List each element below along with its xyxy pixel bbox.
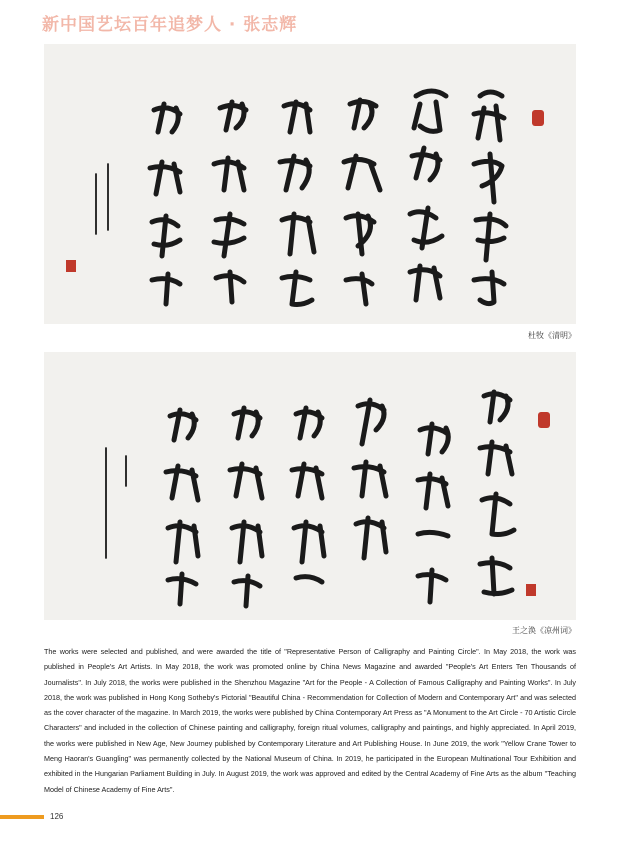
calligraphy-artwork-liangzhouci	[44, 352, 576, 620]
brush-strokes-image	[44, 352, 576, 620]
artwork-caption: 杜牧《清明》	[528, 331, 576, 340]
body-paragraph: The works were selected and published, and were awarded the title of "Representative Person of Calligraphy and Painting Circle". In May 2018, the work was published in People's Art Artists. In May 2018, the work was promoted online by China News Magazine and awarded "People's Art Enters Ten Thousands of Journalists". In July 2018, the works were published in the Shenzhou Magazine "Art for the People - A Collection of Famous Calligraphy and Painting Works". In July 2018, the work was published in Hong Kong Sotheby's Pictorial "Beautiful China - Recommendation for Collection of Modern and Contemporary Art" and was selected as the cover character of the magazine. In March 2019, the works were published by China Contemporary Art Press as "A Monument to the Art Circle - 70 Artistic Circle Characters" and included in the collection of Chinese painting and calligraphy, foreign ritual volumes, calligraphy and paintings, and highly appreciated. In April 2019, the works were published in New Age, New Journey published by Contemporary Literature and Art Publishing House. In June 2019, the work "Yellow Crane Tower to Meng Haoran's Guangling" was permanently collected by the National Museum of China. In 2019, he participated in the European Multinational Tour Exhibition and exhibited in the Hungarian Parliament Building in July. In August 2019, the work was approved and edited by the Central Academy of Fine Arts as the album "Teaching Model of Chinese Academy of Fine Arts".	[44, 647, 576, 794]
artwork-caption: 王之涣《凉州词》	[512, 626, 576, 635]
brush-strokes-image	[44, 44, 576, 324]
calligraphy-artwork-qingming	[44, 44, 576, 324]
footer-accent-bar	[0, 815, 44, 819]
page-number: 126	[50, 812, 64, 821]
page-header-title: 新中国艺坛百年追梦人 · 张志辉	[42, 15, 298, 35]
